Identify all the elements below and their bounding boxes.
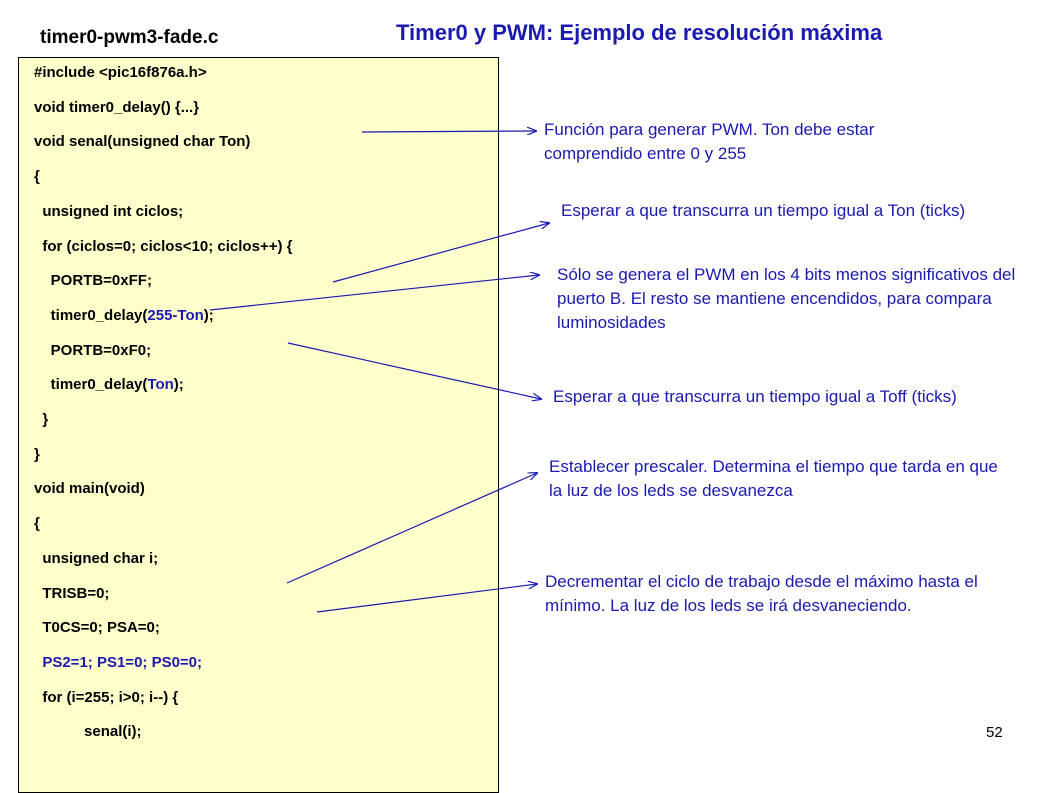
annotation-prescaler: Establecer prescaler. Determina el tiempo que tarda en que la luz de los leds se desvanezca: [549, 457, 998, 500]
code-line: unsigned char i;: [34, 549, 159, 567]
annotation-decrement-duty: Decrementar el ciclo de trabajo desde el máximo hasta el mínimo. La luz de los leds se irá desvaneciendo.: [545, 572, 978, 615]
code-line: TRISB=0;: [34, 584, 110, 602]
arrow-wait-toff: [288, 343, 541, 399]
code-line: unsigned int ciclos;: [34, 202, 184, 220]
filename-label: timer0-pwm3-fade.c: [40, 27, 219, 48]
annotation-pwm-function: Función para generar PWM. Ton debe estar comprendido entre 0 y 255: [544, 120, 875, 163]
annotation-wait-ton: Esperar a que transcurra un tiempo igual a Ton (ticks): [561, 201, 966, 220]
code-line: senal(i);: [34, 723, 142, 741]
arrow-prescaler: [287, 473, 537, 583]
arrow-pwm-low-bits: [210, 275, 539, 310]
code-line: T0CS=0; PSA=0;: [34, 619, 160, 637]
arrow-decrement-duty: [317, 584, 537, 612]
code-line: void senal(unsigned char Ton): [34, 133, 251, 151]
code-line: PS2=1; PS1=0; PS0=0;: [34, 653, 203, 671]
code-line: timer0_delay(Ton);: [34, 376, 184, 394]
code-line: {: [34, 168, 40, 186]
code-line: }: [34, 411, 49, 428]
code-line: }: [34, 445, 40, 463]
page-number: 52: [986, 724, 1003, 741]
slide-title: Timer0 y PWM: Ejemplo de resolución máxima: [396, 20, 883, 45]
annotation-pwm-low-bits: Sólo se genera el PWM en los 4 bits menos significativos del puerto B. El resto se mantiene encendidos, para compara luminosidades: [557, 265, 1016, 332]
code-line: #include <pic16f876a.h>: [34, 64, 207, 81]
code-line: PORTB=0xFF;: [34, 272, 152, 290]
annotation-wait-toff: Esperar a que transcurra un tiempo igual a Toff (ticks): [553, 387, 957, 406]
code-line: {: [34, 515, 40, 533]
code-line: for (ciclos=0; ciclos<10; ciclos++) {: [34, 237, 293, 255]
arrow-pwm-function: [362, 131, 536, 132]
arrow-wait-ton: [333, 223, 549, 282]
code-line: PORTB=0xF0;: [34, 341, 152, 359]
code-line: timer0_delay(255-Ton);: [34, 306, 214, 324]
code-line: for (i=255; i>0; i--) {: [34, 688, 179, 706]
code-line: void main(void): [34, 480, 145, 498]
code-line: void timer0_delay() {...}: [34, 98, 200, 116]
